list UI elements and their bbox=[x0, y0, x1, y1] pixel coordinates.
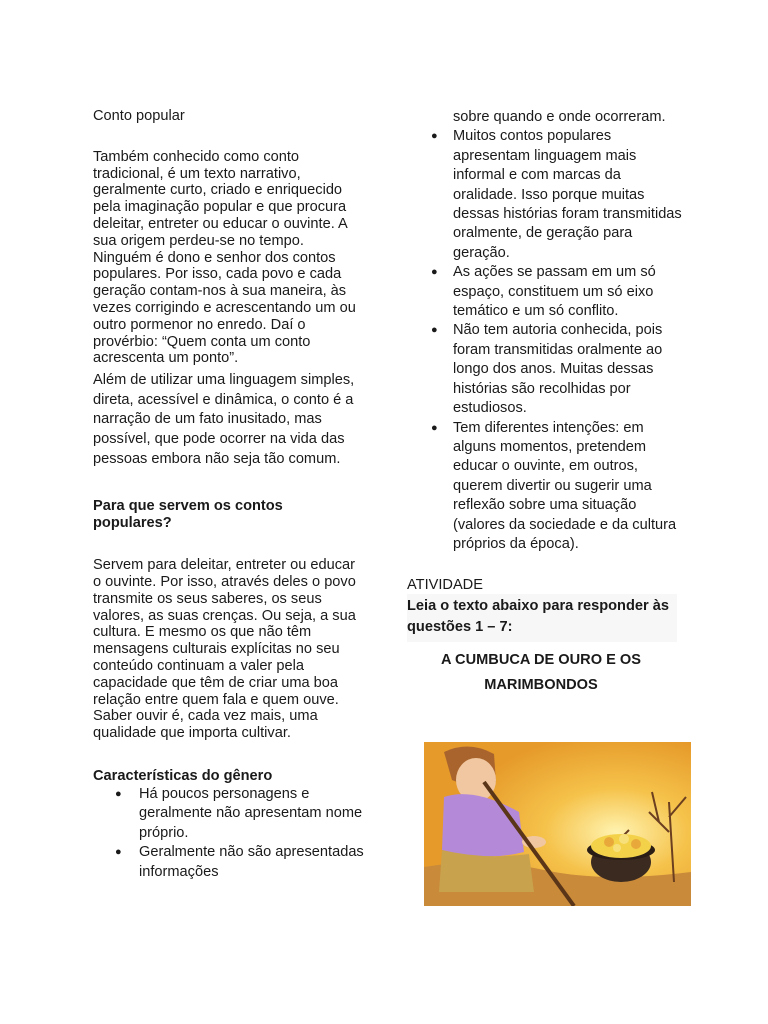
bullet-icon: ● bbox=[431, 130, 438, 143]
left-column bbox=[93, 108, 365, 882]
story-title: A CUMBUCA DE OURO E OS MARIMBONDOS bbox=[441, 652, 641, 694]
list-continuation: sobre quando e onde ocorreram. bbox=[453, 109, 666, 125]
bullet-icon: ● bbox=[431, 324, 438, 337]
list-item: ● Geralmente não são apresentadas informações bbox=[115, 844, 364, 880]
answer-paragraph: Servem para deleitar, entreter ou educar o ouvinte. Por isso, através deles o povo transmite os seus saberes, os seus valores, as suas crenças. Ou seja, a sua cultura. E mesmo os que não têm mensagens culturais explícitas no seu conteúdo continuam a valer pela capacidade que têm de criar uma boa relação entre quem fala e quem ouve. Saber ouvir é, cada vez mais, uma qualidade que importa cultivar. bbox=[93, 557, 356, 742]
right-column bbox=[407, 108, 682, 698]
intro-paragraph-2: Além de utilizar uma linguagem simples, direta, acessível e dinâmica, o conto é a narração de um fato inusitado, mas possível, que pode ocorrer na vida das pessoas embora não seja tão comum. bbox=[93, 372, 355, 467]
story-illustration bbox=[424, 742, 691, 906]
list-item: ● Muitos contos populares apresentam linguagem mais informal e com marcas da oralidade. Isso porque muitas dessas histórias foram transmitidas oralmente, de geração para geração. bbox=[431, 128, 682, 261]
features-list-right bbox=[407, 127, 682, 554]
list-item: ● Tem diferentes intenções: em alguns momentos, pretendem educar o ouvinte, em outros, querem divertir ou sugerir uma reflexão sobre uma situação (valores da sociedade e da cultura próprios da época). bbox=[431, 419, 677, 552]
list-item: ● As ações se passam em um só espaço, constituem um só eixo temático e um só conflito. bbox=[431, 264, 656, 320]
list-item: ● Não tem autoria conhecida, pois foram transmitidas oralmente ao longo dos anos. Muitas dessas histórias são recolhidas por estudiosos. bbox=[431, 322, 663, 417]
question-heading: Para que servem os contos populares? bbox=[93, 498, 283, 532]
activity-instruction: Leia o texto abaixo para responder às questões 1 – 7: bbox=[407, 594, 677, 642]
features-heading: Características do gênero bbox=[93, 767, 273, 784]
section-title: Conto popular bbox=[93, 108, 185, 124]
bullet-icon: ● bbox=[115, 846, 122, 859]
bullet-icon: ● bbox=[431, 421, 438, 434]
list-item: ● Há poucos personagens e geralmente não apresentam nome próprio. bbox=[115, 785, 363, 841]
features-list-left bbox=[93, 785, 365, 882]
activity-label: ATIVIDADE bbox=[407, 577, 483, 594]
bullet-icon: ● bbox=[431, 266, 438, 279]
intro-paragraph: Também conhecido como conto tradicional, é um texto narrativo, geralmente curto, criado e enriquecido pela imaginação popular e que procura deleitar, entreter ou educar o ouvinte. A sua origem perdeu-se no tempo. Ninguém é dono e senhor dos contos populares. Por isso, cada povo e cada geração contam-nos à sua maneira, às vezes corrigindo e acrescentando um ou outro pormenor no enredo. Daí o provérbio: “Quem conta um conto acrescenta um ponto”. bbox=[93, 148, 356, 367]
bullet-icon: ● bbox=[115, 787, 122, 800]
